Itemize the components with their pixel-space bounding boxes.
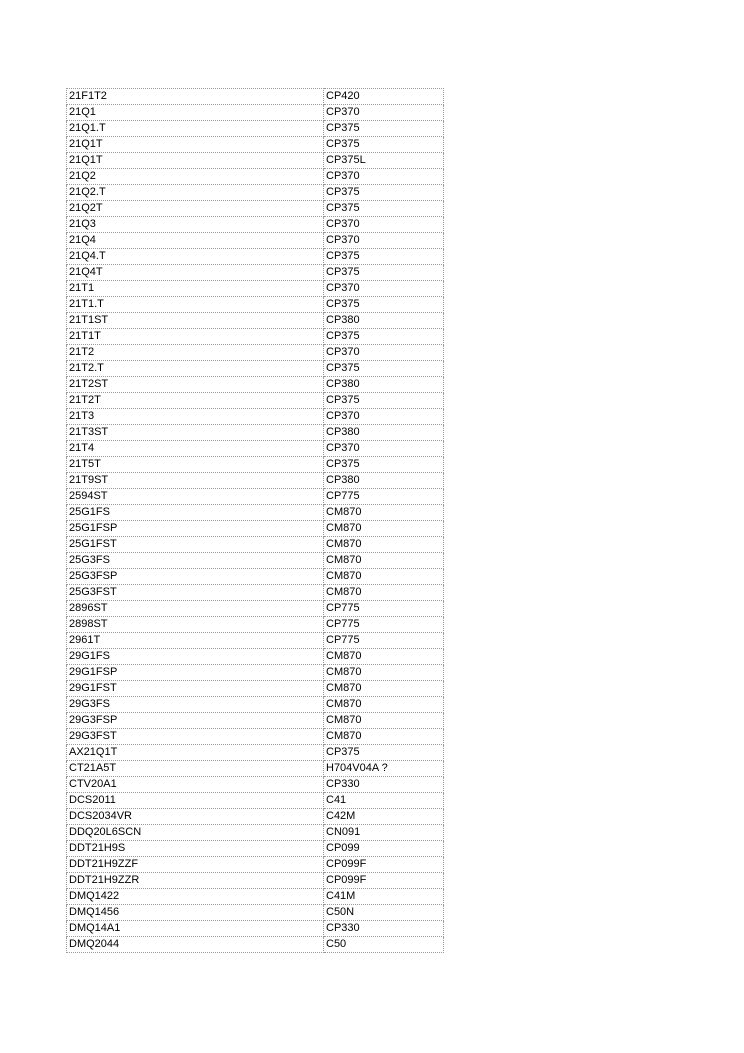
model-cell[interactable]: 21Q1.T [67,121,324,137]
chassis-cell[interactable]: CN091 [324,825,444,841]
chassis-cell[interactable]: CM870 [324,681,444,697]
chassis-cell[interactable]: H704V04A ? [324,761,444,777]
chassis-cell[interactable]: CP375 [324,297,444,313]
model-cell[interactable]: CTV20A1 [67,777,324,793]
table-row [67,489,444,505]
table-row [67,617,444,633]
model-cell[interactable]: 21T1.T [67,297,324,313]
table-row [67,553,444,569]
table-row [67,457,444,473]
chassis-cell[interactable]: CP380 [324,473,444,489]
table-row [67,217,444,233]
chassis-cell[interactable]: CP380 [324,425,444,441]
table-row [67,153,444,169]
model-cell[interactable]: 21T3 [67,409,324,425]
chassis-cell[interactable]: C41 [324,793,444,809]
chassis-cell[interactable]: CP370 [324,169,444,185]
model-cell[interactable]: 21Q1T [67,137,324,153]
model-cell[interactable]: 21F1T2 [67,89,324,105]
chassis-cell[interactable]: CP375 [324,329,444,345]
chassis-cell[interactable]: CP370 [324,217,444,233]
chassis-cell[interactable]: CM870 [324,713,444,729]
table-row [67,729,444,745]
table-row [67,201,444,217]
model-cell[interactable]: 21Q2 [67,169,324,185]
chassis-cell[interactable]: CP099 [324,841,444,857]
chassis-cell[interactable]: C41M [324,889,444,905]
table-row [67,345,444,361]
model-cell[interactable]: DCS2034VR [67,809,324,825]
table-row [67,233,444,249]
model-cell[interactable]: 25G3FST [67,585,324,601]
model-cell[interactable]: 2898ST [67,617,324,633]
chassis-cell[interactable]: C50 [324,937,444,953]
model-cell[interactable]: DDT21H9ZZF [67,857,324,873]
table-row [67,537,444,553]
model-cell[interactable]: 21T9ST [67,473,324,489]
table-row [67,473,444,489]
table-row [67,169,444,185]
model-cell[interactable]: DDT21H9ZZR [67,873,324,889]
table-row [67,633,444,649]
table-row [67,649,444,665]
table-row [67,569,444,585]
table-row [67,361,444,377]
model-cell[interactable]: 21T1T [67,329,324,345]
table-row [67,249,444,265]
chassis-cell[interactable]: CP370 [324,233,444,249]
table-row [67,313,444,329]
model-cell[interactable]: 21Q2T [67,201,324,217]
model-cell[interactable]: 25G1FS [67,505,324,521]
chassis-cell[interactable]: C42M [324,809,444,825]
table-row [67,777,444,793]
table-row [67,713,444,729]
chassis-cell[interactable]: CP775 [324,633,444,649]
chassis-cell[interactable]: CM870 [324,697,444,713]
table-row [67,585,444,601]
model-cell[interactable]: 21T2.T [67,361,324,377]
chassis-cell[interactable]: CM870 [324,553,444,569]
model-cell[interactable]: DDT21H9S [67,841,324,857]
chassis-cell[interactable]: CP775 [324,617,444,633]
table-row [67,873,444,889]
chassis-cell[interactable]: CP099F [324,873,444,889]
chassis-cell[interactable]: CP330 [324,777,444,793]
table-row [67,697,444,713]
table-row [67,745,444,761]
chassis-cell[interactable]: CP380 [324,377,444,393]
model-cell[interactable]: 21Q4T [67,265,324,281]
model-cell[interactable]: 21Q4.T [67,249,324,265]
chassis-cell[interactable]: CM870 [324,585,444,601]
table-row [67,185,444,201]
table-row [67,761,444,777]
chassis-cell[interactable]: CP375 [324,137,444,153]
model-cell[interactable]: 21Q3 [67,217,324,233]
table-row [67,265,444,281]
table-row [67,921,444,937]
model-cell[interactable]: DDQ20L6SCN [67,825,324,841]
model-cell[interactable]: 21Q2.T [67,185,324,201]
chassis-cell[interactable]: CP375 [324,361,444,377]
chassis-cell[interactable]: CP330 [324,921,444,937]
table-row [67,441,444,457]
chassis-cell[interactable]: CM870 [324,569,444,585]
model-cell[interactable]: 21T1 [67,281,324,297]
chassis-cell[interactable]: CP775 [324,489,444,505]
model-cell[interactable]: 21Q1T [67,153,324,169]
chassis-cell[interactable]: CP375 [324,745,444,761]
model-cell[interactable]: 21T5T [67,457,324,473]
model-cell[interactable]: 21T1ST [67,313,324,329]
model-cell[interactable]: CT21A5T [67,761,324,777]
model-cell[interactable]: 21T2ST [67,377,324,393]
chassis-cell[interactable]: CP375 [324,185,444,201]
table-row [67,681,444,697]
chassis-cell[interactable]: CP370 [324,441,444,457]
model-cell[interactable]: 29G1FS [67,649,324,665]
model-cell[interactable]: 21T2 [67,345,324,361]
table-row [67,297,444,313]
table-row [67,905,444,921]
model-cell[interactable]: 21Q1 [67,105,324,121]
chassis-cell[interactable]: CP370 [324,281,444,297]
table-body [67,89,444,953]
model-cell[interactable]: 25G3FSP [67,569,324,585]
model-cell[interactable]: AX21Q1T [67,745,324,761]
model-cell[interactable]: 25G1FST [67,537,324,553]
chassis-cell[interactable]: CM870 [324,729,444,745]
chassis-cell[interactable]: CP370 [324,345,444,361]
table-row [67,665,444,681]
chassis-cell[interactable]: CP375 [324,393,444,409]
chassis-cell[interactable]: CP375 [324,201,444,217]
model-cell[interactable]: DMQ1422 [67,889,324,905]
table-row [67,393,444,409]
table-row [67,601,444,617]
model-cell[interactable]: 25G1FSP [67,521,324,537]
model-chassis-table [66,88,444,953]
chassis-cell[interactable]: CM870 [324,521,444,537]
model-cell[interactable]: 29G3FS [67,697,324,713]
table-row [67,857,444,873]
chassis-cell[interactable]: CP375 [324,249,444,265]
chassis-cell[interactable]: CM870 [324,505,444,521]
chassis-cell[interactable]: CP370 [324,105,444,121]
model-cell[interactable]: 21T4 [67,441,324,457]
chassis-cell[interactable]: CP380 [324,313,444,329]
table-row [67,377,444,393]
model-cell[interactable]: 29G3FSP [67,713,324,729]
model-cell[interactable]: 29G1FSP [67,665,324,681]
model-cell[interactable]: DCS2011 [67,793,324,809]
chassis-cell[interactable]: CM870 [324,649,444,665]
chassis-cell[interactable]: CP375 [324,457,444,473]
model-cell[interactable]: DMQ1456 [67,905,324,921]
chassis-cell[interactable]: CP375 [324,121,444,137]
table-row [67,329,444,345]
table-row [67,121,444,137]
table-row [67,793,444,809]
chassis-cell[interactable]: C50N [324,905,444,921]
model-cell[interactable]: 25G3FS [67,553,324,569]
table-row [67,505,444,521]
table-row [67,281,444,297]
table-row [67,425,444,441]
table-row [67,809,444,825]
table-row [67,841,444,857]
model-cell[interactable]: DMQ14A1 [67,921,324,937]
model-cell[interactable]: 29G1FST [67,681,324,697]
model-cell[interactable]: 29G3FST [67,729,324,745]
chassis-cell[interactable]: CP099F [324,857,444,873]
chassis-cell[interactable]: CP370 [324,409,444,425]
chassis-cell[interactable]: CP775 [324,601,444,617]
model-cell[interactable]: 2896ST [67,601,324,617]
table-row [67,137,444,153]
model-cell[interactable]: 21Q4 [67,233,324,249]
table-row [67,105,444,121]
table-row [67,89,444,105]
table-row [67,889,444,905]
chassis-cell[interactable]: CP375 [324,265,444,281]
chassis-cell[interactable]: CP420 [324,89,444,105]
model-cell[interactable]: 21T2T [67,393,324,409]
model-cell[interactable]: 2594ST [67,489,324,505]
table-row [67,409,444,425]
model-cell[interactable]: 21T3ST [67,425,324,441]
model-cell[interactable]: 2961T [67,633,324,649]
table-row [67,521,444,537]
table-row [67,825,444,841]
chassis-cell[interactable]: CM870 [324,665,444,681]
table-row [67,937,444,953]
model-cell[interactable]: DMQ2044 [67,937,324,953]
chassis-cell[interactable]: CM870 [324,537,444,553]
chassis-cell[interactable]: CP375L [324,153,444,169]
